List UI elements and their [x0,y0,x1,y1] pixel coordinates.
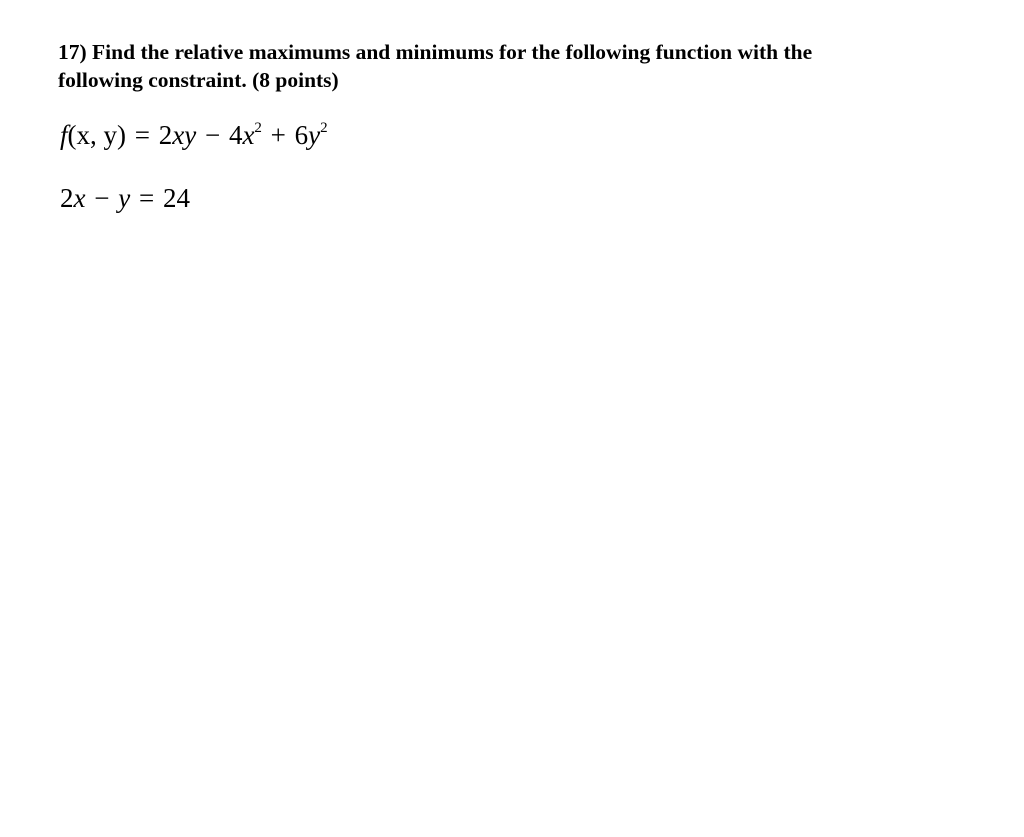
question-number: 17) [58,40,87,64]
operator-plus: + [270,120,286,150]
constraint-equals: = [138,183,155,213]
term1-coef: 2 [158,120,173,150]
term1-vars: xy [172,120,197,150]
function-name: f [60,120,68,150]
function-equation [60,120,328,151]
question-text [58,38,958,94]
constraint-operator: − [94,183,110,213]
constraint-coef: 2 [60,183,74,213]
function-args: (x, y) [67,120,126,150]
term2-coef: 4 [228,120,243,150]
term2-var: x [242,120,255,150]
term3-exponent: 2 [320,120,328,136]
constraint-var-x: x [73,183,86,213]
function-equals: = [134,120,150,150]
constraint-rhs: 24 [162,183,190,213]
term3-var: y [308,120,321,150]
question-line-2: following constraint. (8 points) [58,68,339,92]
constraint-var-y: y [118,183,131,213]
term3-coef: 6 [294,120,309,150]
constraint-equation [60,183,190,214]
question-line-1: Find the relative maximums and minimums for the following function with the [92,40,813,64]
term2-exponent: 2 [254,120,262,136]
operator-minus: − [204,120,221,150]
